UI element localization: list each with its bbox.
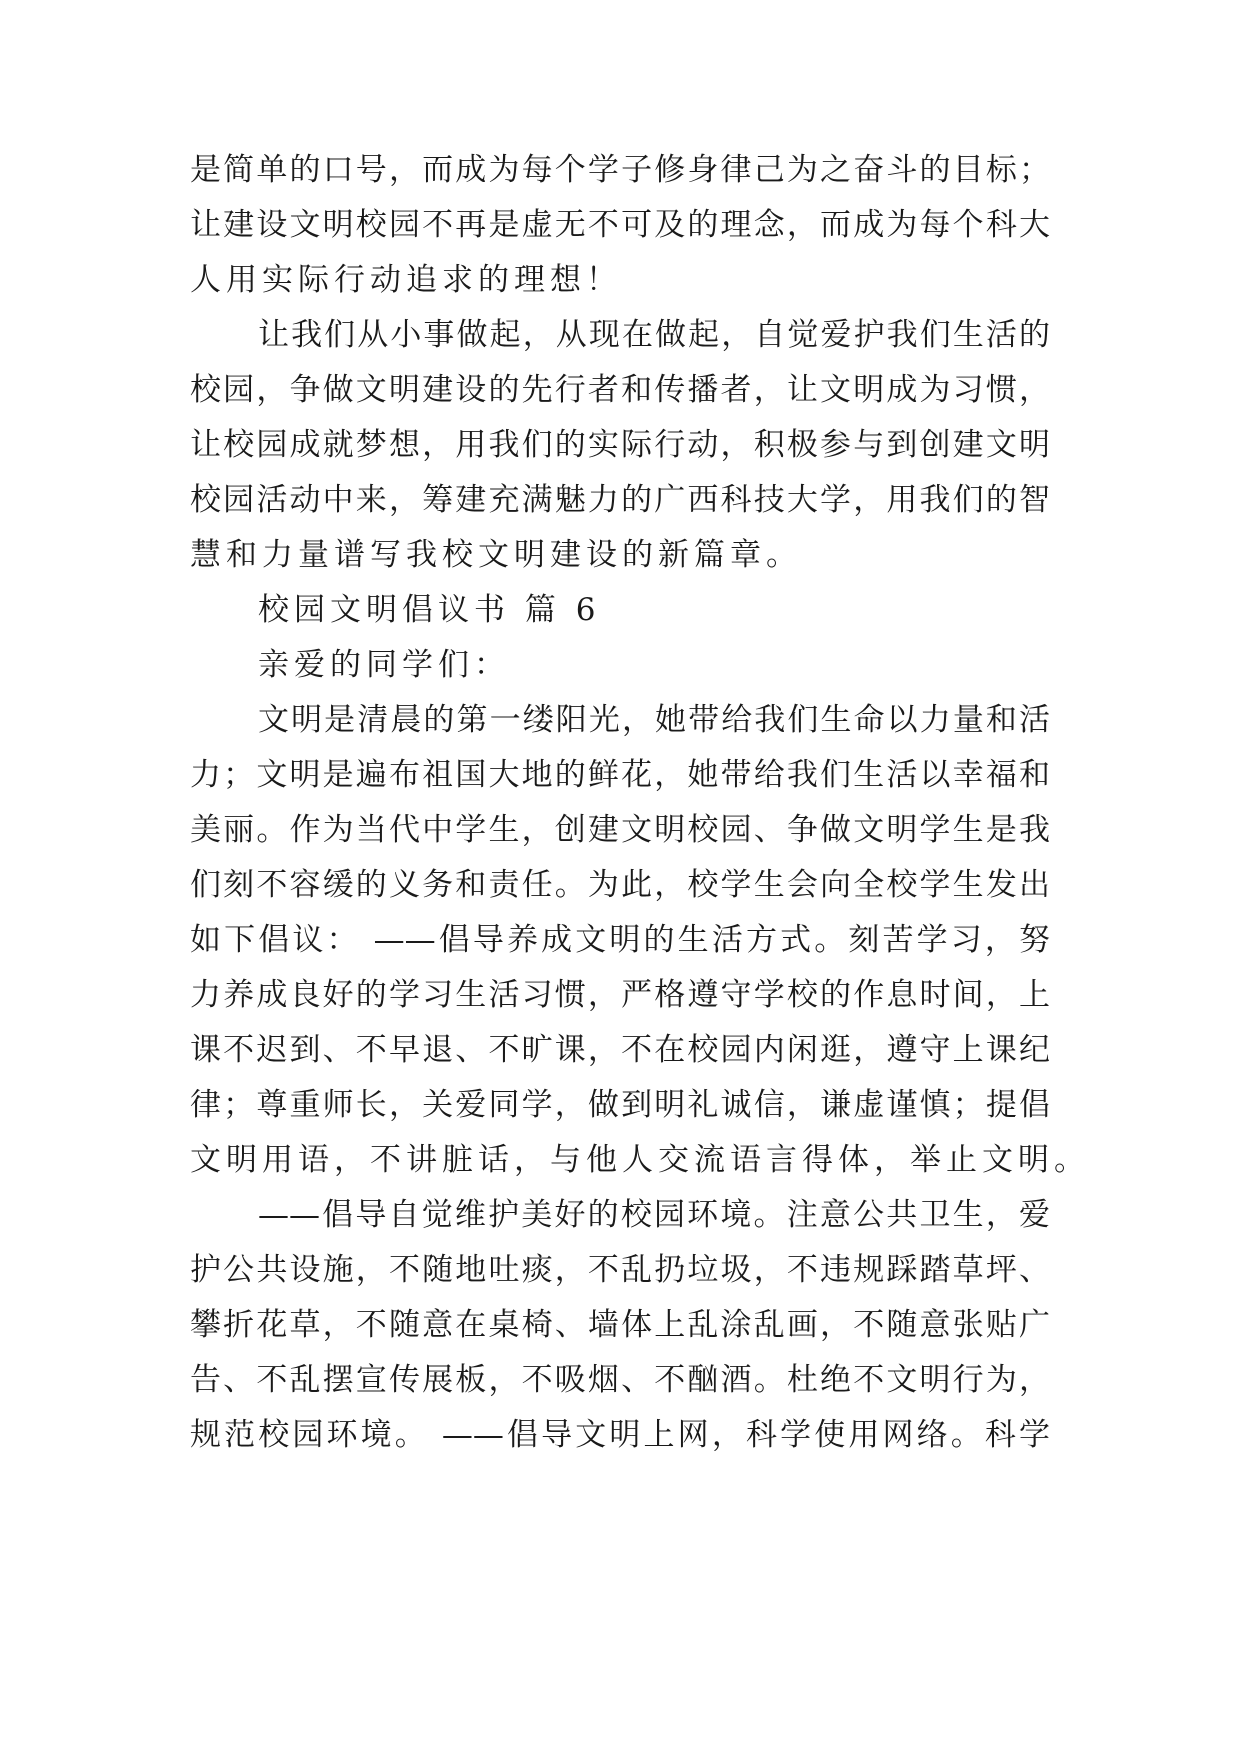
text-line: 慧和力量谱写我校文明建设的新篇章。 xyxy=(190,537,802,573)
text-line: 校园，争做文明建设的先行者和传播者，让文明成为习惯， xyxy=(190,372,1050,408)
text-line: 如下倡议： ——倡导养成文明的生活方式。刻苦学习，努 xyxy=(190,922,1050,958)
paragraph-start-line: 文明是清晨的第一缕阳光，她带给我们生命以力量和活 xyxy=(258,702,1050,738)
section-heading: 校园文明倡议书 篇 6 xyxy=(258,592,601,628)
salutation: 亲爱的同学们： xyxy=(258,647,510,683)
paragraph-start-line: 让我们从小事做起，从现在做起，自觉爱护我们生活的 xyxy=(258,317,1050,353)
text-line: 校园活动中来，筹建充满魅力的广西科技大学，用我们的智 xyxy=(190,482,1050,518)
text-line: 让建设文明校园不再是虚无不可及的理念，而成为每个科大 xyxy=(190,207,1050,243)
text-line: 美丽。作为当代中学生，创建文明校园、争做文明学生是我 xyxy=(190,812,1050,848)
text-line: 文明用语，不讲脏话，与他人交流语言得体，举止文明。 xyxy=(190,1142,1090,1178)
text-line: 让校园成就梦想，用我们的实际行动，积极参与到创建文明 xyxy=(190,427,1050,463)
text-line: 是简单的口号，而成为每个学子修身律己为之奋斗的目标； xyxy=(190,152,1050,188)
text-line: 护公共设施，不随地吐痰，不乱扔垃圾，不违规踩踏草坪、 xyxy=(190,1252,1050,1288)
text-line: 力；文明是遍布祖国大地的鲜花，她带给我们生活以幸福和 xyxy=(190,757,1050,793)
text-line: 攀折花草，不随意在桌椅、墙体上乱涂乱画，不随意张贴广 xyxy=(190,1307,1050,1343)
text-line: 课不迟到、不早退、不旷课，不在校园内闲逛，遵守上课纪 xyxy=(190,1032,1050,1068)
text-line: 告、不乱摆宣传展板，不吸烟、不酗酒。杜绝不文明行为， xyxy=(190,1362,1050,1398)
paragraph-start-line: ——倡导自觉维护美好的校园环境。注意公共卫生，爱 xyxy=(258,1197,1050,1233)
text-line: 人用实际行动追求的理想！ xyxy=(190,262,622,298)
text-line: 规范校园环境。 ——倡导文明上网，科学使用网络。科学 xyxy=(190,1417,1050,1453)
text-line: 们刻不容缓的义务和责任。为此，校学生会向全校学生发出 xyxy=(190,867,1050,903)
text-line: 力养成良好的学习生活习惯，严格遵守学校的作息时间，上 xyxy=(190,977,1050,1013)
text-line: 律；尊重师长，关爱同学，做到明礼诚信，谦虚谨慎；提倡 xyxy=(190,1087,1050,1123)
